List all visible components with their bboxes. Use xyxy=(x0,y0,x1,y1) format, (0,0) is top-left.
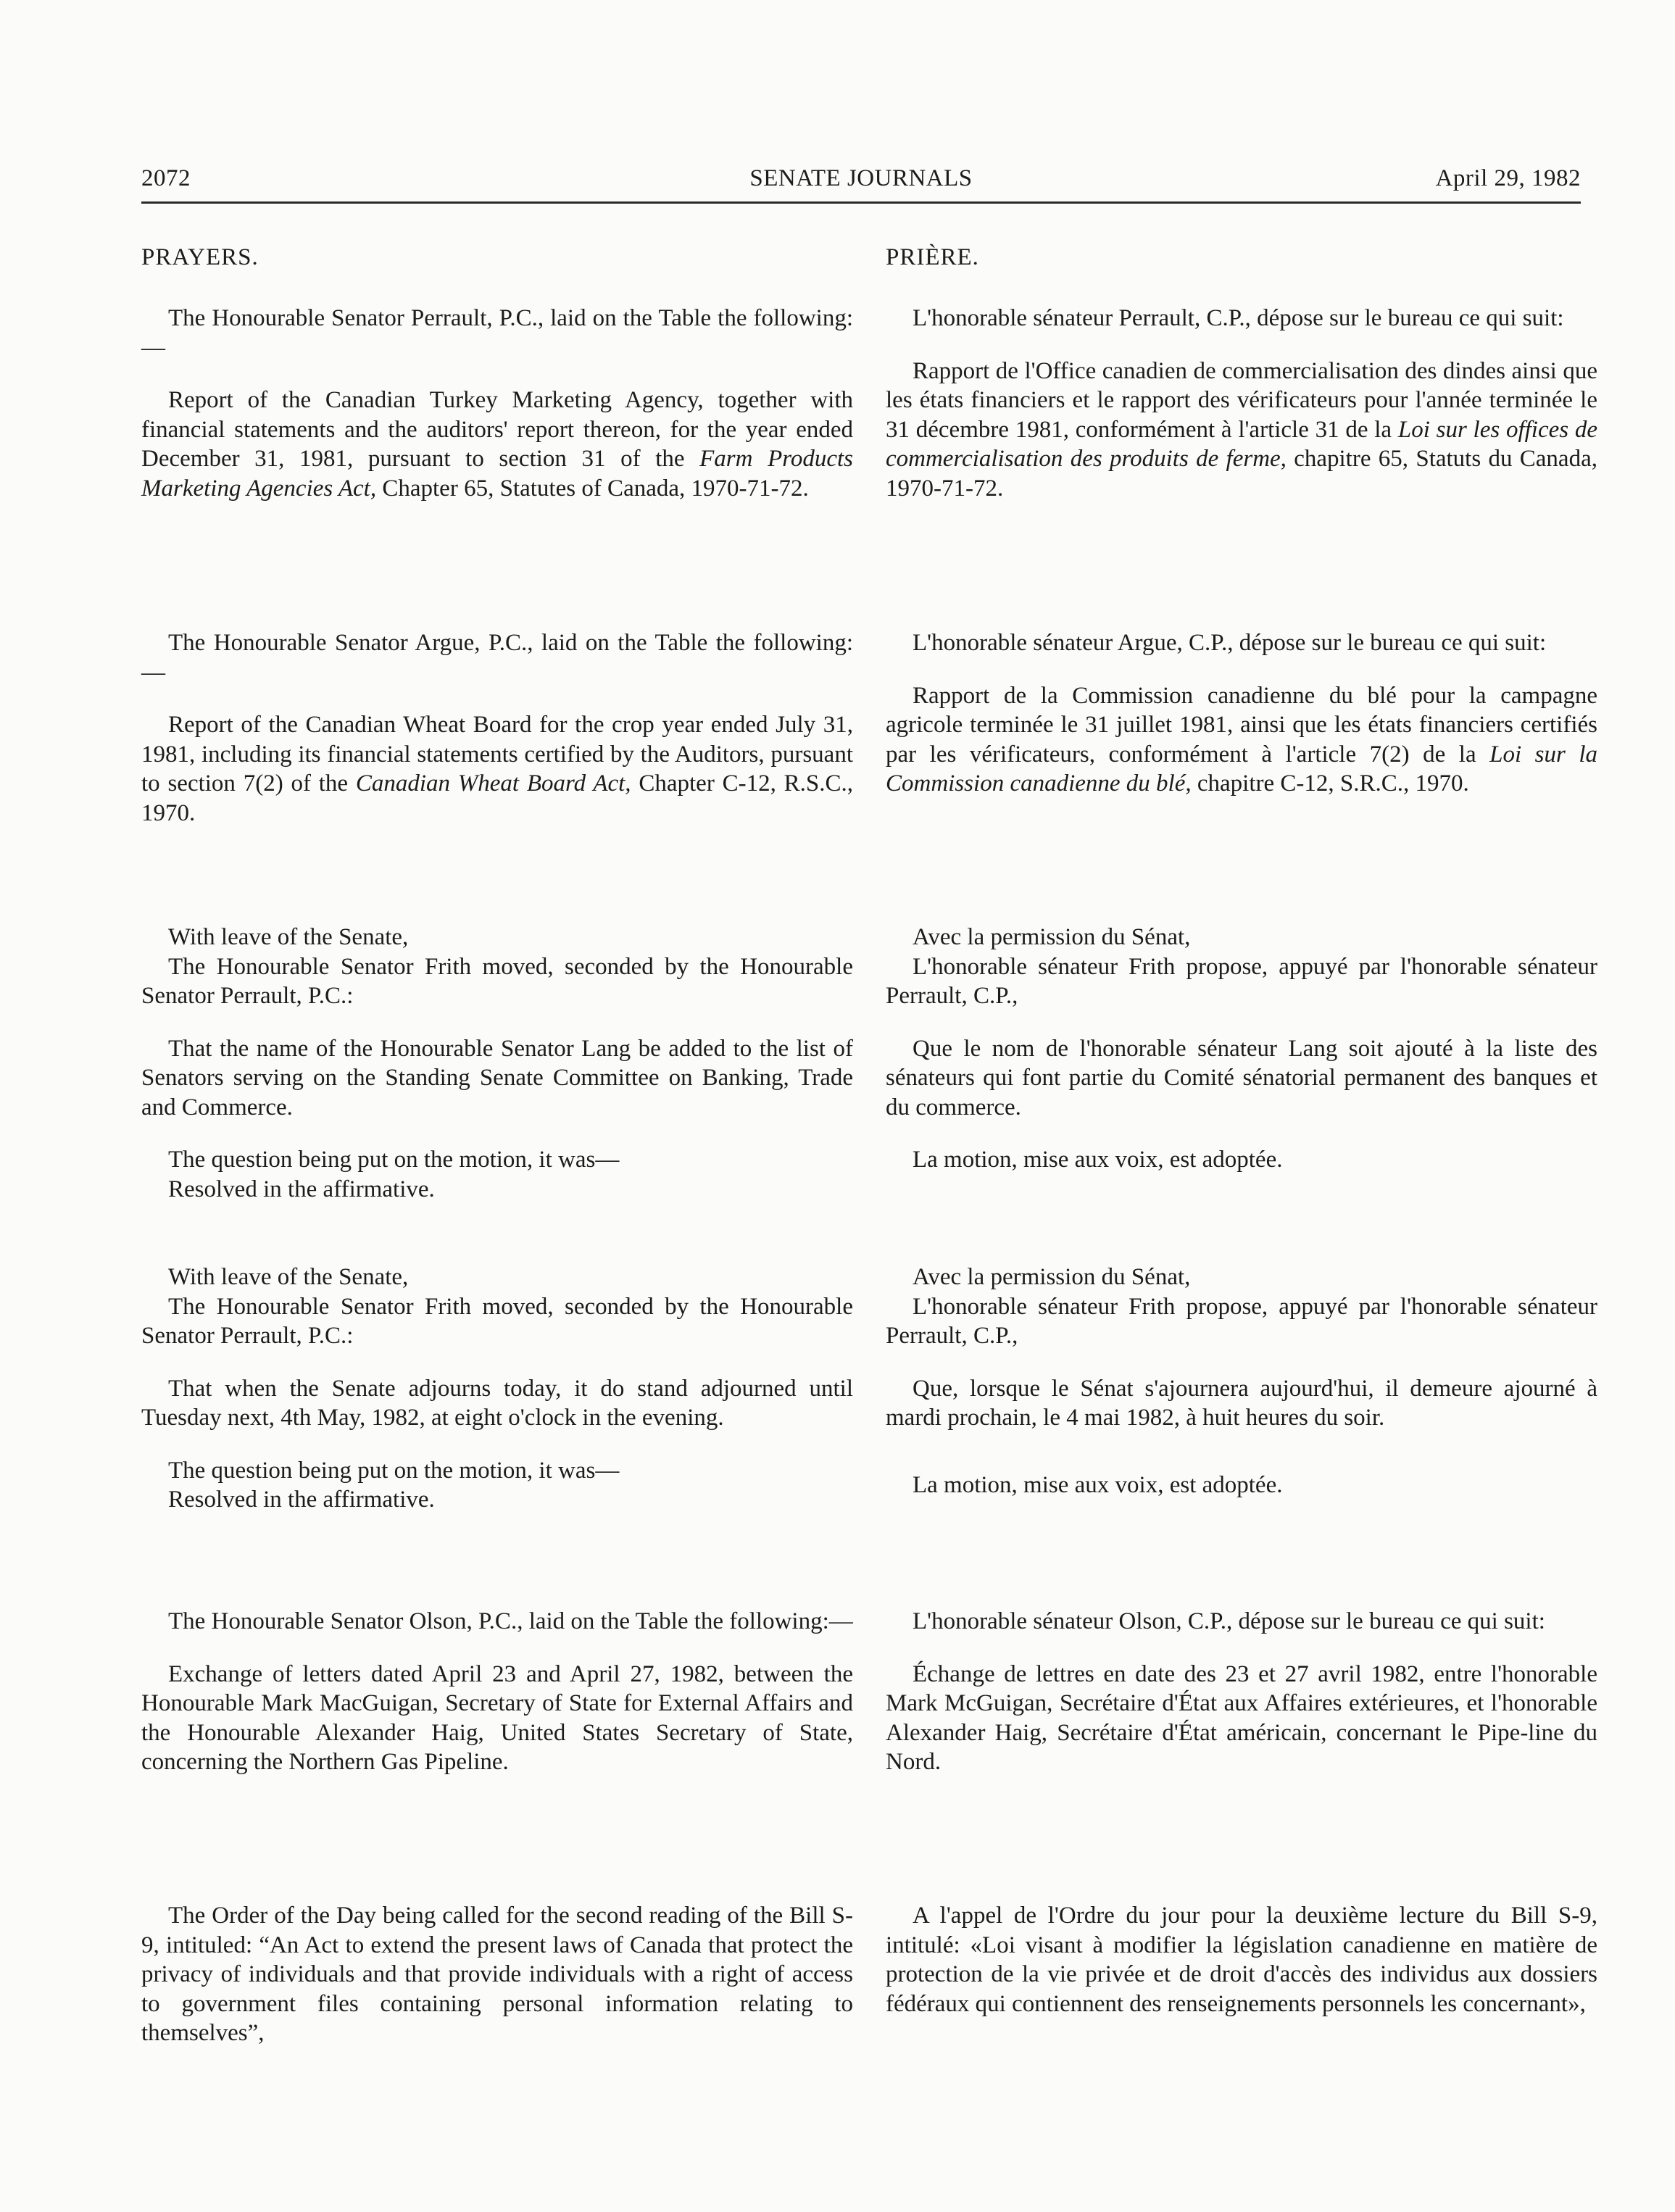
fr-motion-2-result: La motion, mise aux voix, est adoptée. xyxy=(913,1471,1283,1498)
en-motion-2-resolved: Resolved in the affirmative. xyxy=(168,1487,435,1513)
en-order-section xyxy=(141,1901,853,2048)
en-motion-1 xyxy=(141,923,853,1204)
en-motion-1-text: That the name of the Honourable Senator Lang be added to the list of Senators serving on the Standing Senate Committee on Banking, Trade and Commerce. xyxy=(141,1035,853,1120)
en-motion-2-leave: With leave of the Senate, xyxy=(168,1264,409,1290)
fr-turkey-intro: L'honorable sénateur Perrault, C.P., dépose sur le bureau ce qui suit: xyxy=(913,305,1564,331)
en-letters-text: Exchange of letters dated April 23 and April 27, 1982, between the Honourable Mark MacGuigan, Secretary of State for External Affairs and the Honourable Alexander Haig, United States Secretary of State, concerning the Northern Gas Pipeline. xyxy=(141,1660,853,1775)
journal-date: April 29, 1982 xyxy=(1435,165,1581,191)
fr-wheat-section xyxy=(886,628,1597,799)
fr-motion-1 xyxy=(886,923,1597,1175)
fr-motion-2 xyxy=(886,1263,1597,1500)
fr-turkey-section xyxy=(886,304,1597,503)
en-turkey-section xyxy=(141,304,853,503)
en-order-text: The Order of the Day being called for the second reading of the Bill S-9, intituled: “An Act to extend the present laws of Canada that protect the privacy of individuals and that provide individuals with a right of access to government files containing personal information relating to themselves”, xyxy=(141,1903,853,2046)
fr-motion-2-text: Que, lorsque le Sénat s'ajournera aujourd'hui, il demeure ajourné à mardi prochain, le 4 mai 1982, à huit heures du soir. xyxy=(886,1375,1597,1431)
en-turkey-intro: The Honourable Senator Perrault, P.C., laid on the Table the following:— xyxy=(141,305,853,361)
fr-turkey-report: Rapport de l'Office canadien de commercialisation des dindes ainsi que les états financiers et le rapport des vérificateurs pour l'année terminée le 31 décembre 1981, conformément à l'article 31 de la Loi sur les offices de commercialisation des produits de ferme, chapitre 65, Statuts du Canada, 1970-71-72. xyxy=(886,357,1597,502)
running-header xyxy=(141,165,1581,204)
fr-letters-text: Échange de lettres en date des 23 et 27 avril 1982, entre l'honorable Mark McGuigan, Secrétaire d'État aux Affaires extérieures, et l'honorable Alexander Haig, Secrétaire d'État américain, concernant le Pipe-line du Nord. xyxy=(886,1660,1597,1775)
en-wheat-section xyxy=(141,628,853,828)
en-motion-2-moved: The Honourable Senator Frith moved, seconded by the Honourable Senator Perrault, P.C.: xyxy=(141,1293,853,1349)
fr-motion-1-moved: L'honorable sénateur Frith propose, appuyé par l'honorable sénateur Perrault, C.P., xyxy=(886,953,1597,1009)
fr-letters-intro: L'honorable sénateur Olson, C.P., dépose sur le bureau ce qui suit: xyxy=(913,1608,1545,1634)
page-number: 2072 xyxy=(141,165,191,191)
en-motion-1-moved: The Honourable Senator Frith moved, seconded by the Honourable Senator Perrault, P.C.: xyxy=(141,953,853,1009)
fr-motion-1-text: Que le nom de l'honorable sénateur Lang soit ajouté à la liste des sénateurs qui font partie du Comité sénatorial permanent des banques et du commerce. xyxy=(886,1035,1597,1120)
en-motion-2-text: That when the Senate adjourns today, it do stand adjourned until Tuesday next, 4th May, 1982, at eight o'clock in the evening. xyxy=(141,1375,853,1431)
en-letters-section xyxy=(141,1607,853,1777)
fr-motion-1-result: La motion, mise aux voix, est adoptée. xyxy=(913,1147,1283,1173)
fr-heading: PRIÈRE. xyxy=(886,244,979,270)
en-motion-1-resolved: Resolved in the affirmative. xyxy=(168,1176,435,1202)
en-turkey-report: Report of the Canadian Turkey Marketing Agency, together with financial statements and the auditors' report thereon, for the year ended December 31, 1981, pursuant to section 31 of the Farm Products Marketing Agencies Act, Chapter 65, Statutes of Canada, 1970-71-72. xyxy=(141,387,854,502)
fr-motion-1-leave: Avec la permission du Sénat, xyxy=(913,924,1191,950)
journal-title: SENATE JOURNALS xyxy=(749,165,973,191)
en-wheat-intro: The Honourable Senator Argue, P.C., laid on the Table the following:— xyxy=(141,630,853,686)
fr-wheat-intro: L'honorable sénateur Argue, C.P., dépose sur le bureau ce qui suit: xyxy=(913,630,1547,656)
fr-order-text: A l'appel de l'Ordre du jour pour la deuxième lecture du Bill S-9, intitulé: «Loi visant à modifier la législation canadienne en matière de protection de la vie privée et de droit d'accès des individus aux dossiers fédéraux qui contiennent des renseignements personnels les concernant», xyxy=(886,1903,1597,2017)
en-heading: PRAYERS. xyxy=(141,244,259,270)
en-motion-2-question: The question being put on the motion, it was— xyxy=(168,1457,620,1484)
fr-wheat-report: Rapport de la Commission canadienne du blé pour la campagne agricole terminée le 31 juillet 1981, ainsi que les états financiers certifiés par les vérificateurs, conformément à l'article 7(2) de la Loi sur la Commission canadienne du blé, chapitre C-12, S.R.C., 1970. xyxy=(886,682,1598,797)
en-motion-1-leave: With leave of the Senate, xyxy=(168,924,409,950)
fr-order-section xyxy=(886,1901,1597,2018)
en-motion-1-question: The question being put on the motion, it was— xyxy=(168,1147,620,1173)
fr-motion-2-moved: L'honorable sénateur Frith propose, appuyé par l'honorable sénateur Perrault, C.P., xyxy=(886,1293,1597,1349)
fr-letters-section xyxy=(886,1607,1597,1777)
en-letters-intro: The Honourable Senator Olson, P.C., laid on the Table the following:— xyxy=(168,1608,853,1634)
en-motion-2 xyxy=(141,1263,853,1515)
en-wheat-report: Report of the Canadian Wheat Board for the crop year ended July 31, 1981, including its financial statements certified by the Auditors, pursuant to section 7(2) of the Canadian Wheat Board Act, Chapter C-12, R.S.C., 1970. xyxy=(141,712,853,826)
fr-motion-2-leave: Avec la permission du Sénat, xyxy=(913,1264,1191,1290)
